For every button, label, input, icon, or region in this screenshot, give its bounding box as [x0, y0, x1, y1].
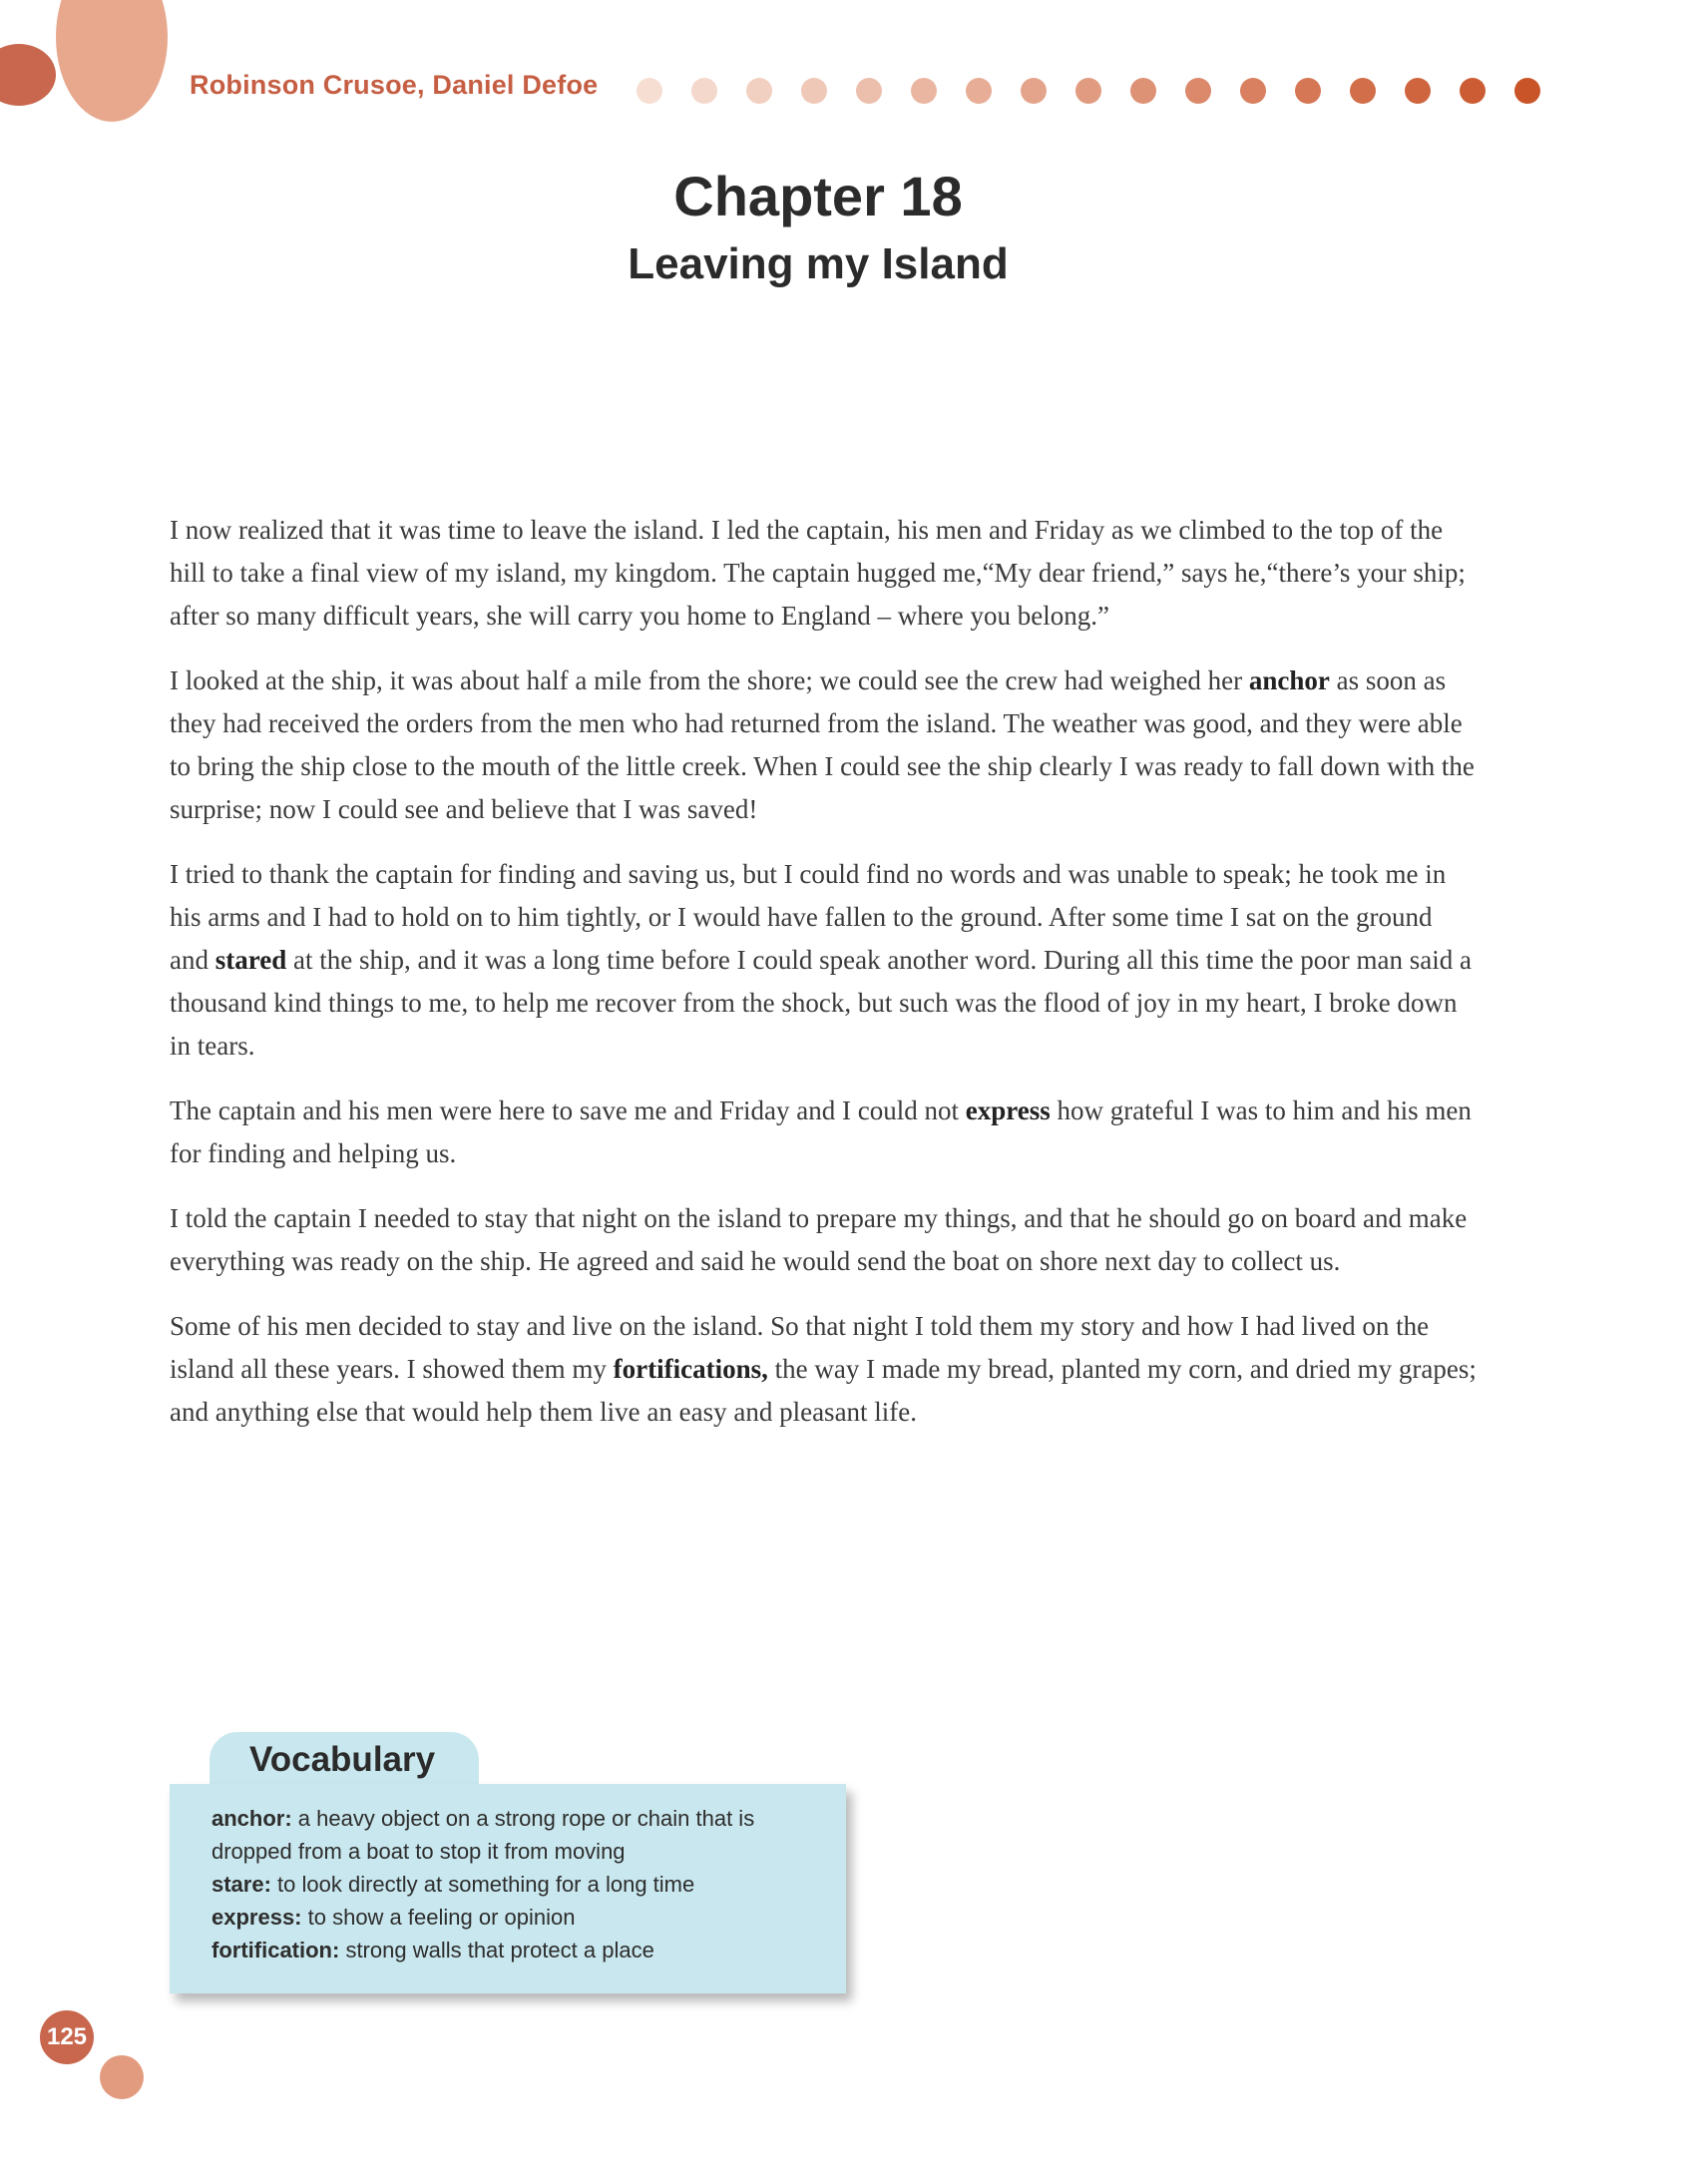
paragraph-text: the way I made my bread, planted my corn, and dried my grapes; and anything else that would help them live an easy and pleasant life.	[170, 1354, 1477, 1427]
header-dot	[911, 78, 937, 104]
running-header-title: Robinson Crusoe, Daniel Defoe	[190, 70, 599, 100]
vocabulary-entry	[212, 1934, 840, 1966]
header-dot	[1240, 78, 1266, 104]
vocabulary-entry	[212, 1802, 840, 1868]
story-paragraph	[170, 853, 1477, 1068]
header-dot	[1405, 78, 1431, 104]
story-paragraph	[170, 1090, 1477, 1175]
header-dot	[801, 78, 827, 104]
vocabulary-term: anchor:	[212, 1806, 292, 1831]
vocabulary-definition: a heavy object on a strong rope or chain that is dropped from a boat to stop it from moving	[212, 1806, 755, 1864]
vocabulary-heading: Vocabulary	[249, 1740, 436, 1779]
paragraph-text: I looked at the ship, it was about half a mile from the shore; we could see the crew had weighed her	[170, 665, 1249, 695]
story-body	[170, 509, 1477, 1456]
decorative-circle-large	[56, 0, 168, 122]
vocabulary-list	[212, 1802, 840, 1966]
paragraph-text: The captain and his men were here to save me and Friday and I could not	[170, 1095, 966, 1125]
paragraph-text: Some of his men decided to stay and live on the island. So that night I told them my story and how I had lived on the island all these years. I showed them my	[170, 1311, 1430, 1384]
vocabulary-entry	[212, 1901, 840, 1934]
vocabulary-definition: to look directly at something for a long time	[270, 1872, 695, 1897]
header-dot	[1514, 78, 1540, 104]
vocabulary-entry	[212, 1868, 840, 1901]
header-dot	[1185, 78, 1211, 104]
story-paragraph	[170, 1305, 1477, 1434]
vocabulary-term: stare:	[212, 1872, 271, 1897]
header-dot	[1295, 78, 1321, 104]
header-dot	[637, 78, 662, 104]
page-number-decorative-dot	[100, 2055, 144, 2099]
paragraph-text: I now realized that it was time to leave the island. I led the captain, his men and Friday as we climbed to the top of the hill to take a final view of my island, my kingdom. The captain hugged me,“My dear friend,” says he,“there’s your ship; after so many difficult years, she will carry you home to England – where you belong.”	[170, 515, 1466, 631]
header-dot	[691, 78, 717, 104]
vocabulary-word: fortifications,	[613, 1354, 768, 1384]
story-paragraph	[170, 659, 1477, 831]
vocabulary-word: anchor	[1248, 665, 1330, 695]
vocabulary-word: express	[965, 1095, 1051, 1125]
vocabulary-definition: to show a feeling or opinion	[301, 1905, 576, 1930]
story-paragraph	[170, 509, 1477, 638]
header-dot	[746, 78, 772, 104]
paragraph-text: how grateful I was to him and his men for finding and helping us.	[170, 1095, 1472, 1168]
header-dot	[856, 78, 882, 104]
header-dot	[966, 78, 992, 104]
header-dot	[1075, 78, 1101, 104]
paragraph-text: I tried to thank the captain for finding and saving us, but I could find no words and was unable to speak; he took me in his arms and I had to hold on to him tightly, or I would have fallen to the ground. After some time I sat on the ground and	[170, 859, 1447, 975]
vocabulary-word: stared	[214, 945, 287, 975]
header-dot	[1021, 78, 1047, 104]
vocabulary-term: fortification:	[212, 1938, 340, 1963]
chapter-number: Chapter 18	[673, 165, 963, 227]
page-number: 125	[46, 2023, 88, 2050]
header-dot	[1350, 78, 1376, 104]
header-dot	[1460, 78, 1486, 104]
chapter-title: Leaving my Island	[628, 239, 1009, 288]
decorative-circle-small	[0, 44, 56, 106]
vocabulary-definition: strong walls that protect a place	[339, 1938, 654, 1963]
paragraph-text: at the ship, and it was a long time before I could speak another word. During all this time the poor man said a thousand kind things to me, to help me recover from the shock, but such was the flood of joy in my heart, I broke down in tears.	[170, 945, 1472, 1061]
vocabulary-term: express:	[212, 1905, 302, 1930]
paragraph-text: as soon as they had received the orders from the men who had returned from the island. The weather was good, and they were able to bring the ship close to the mouth of the little creek. When I could see the ship clearly I was ready to fall down with the surprise; now I could see and believe that I was saved!	[170, 665, 1475, 824]
story-paragraph	[170, 1197, 1477, 1283]
header-dot	[1130, 78, 1156, 104]
paragraph-text: I told the captain I needed to stay that night on the island to prepare my things, and that he should go on board and make everything was ready on the ship. He agreed and said he would send the boat on shore next day to collect us.	[170, 1203, 1468, 1276]
header-dot-row	[637, 77, 1540, 105]
